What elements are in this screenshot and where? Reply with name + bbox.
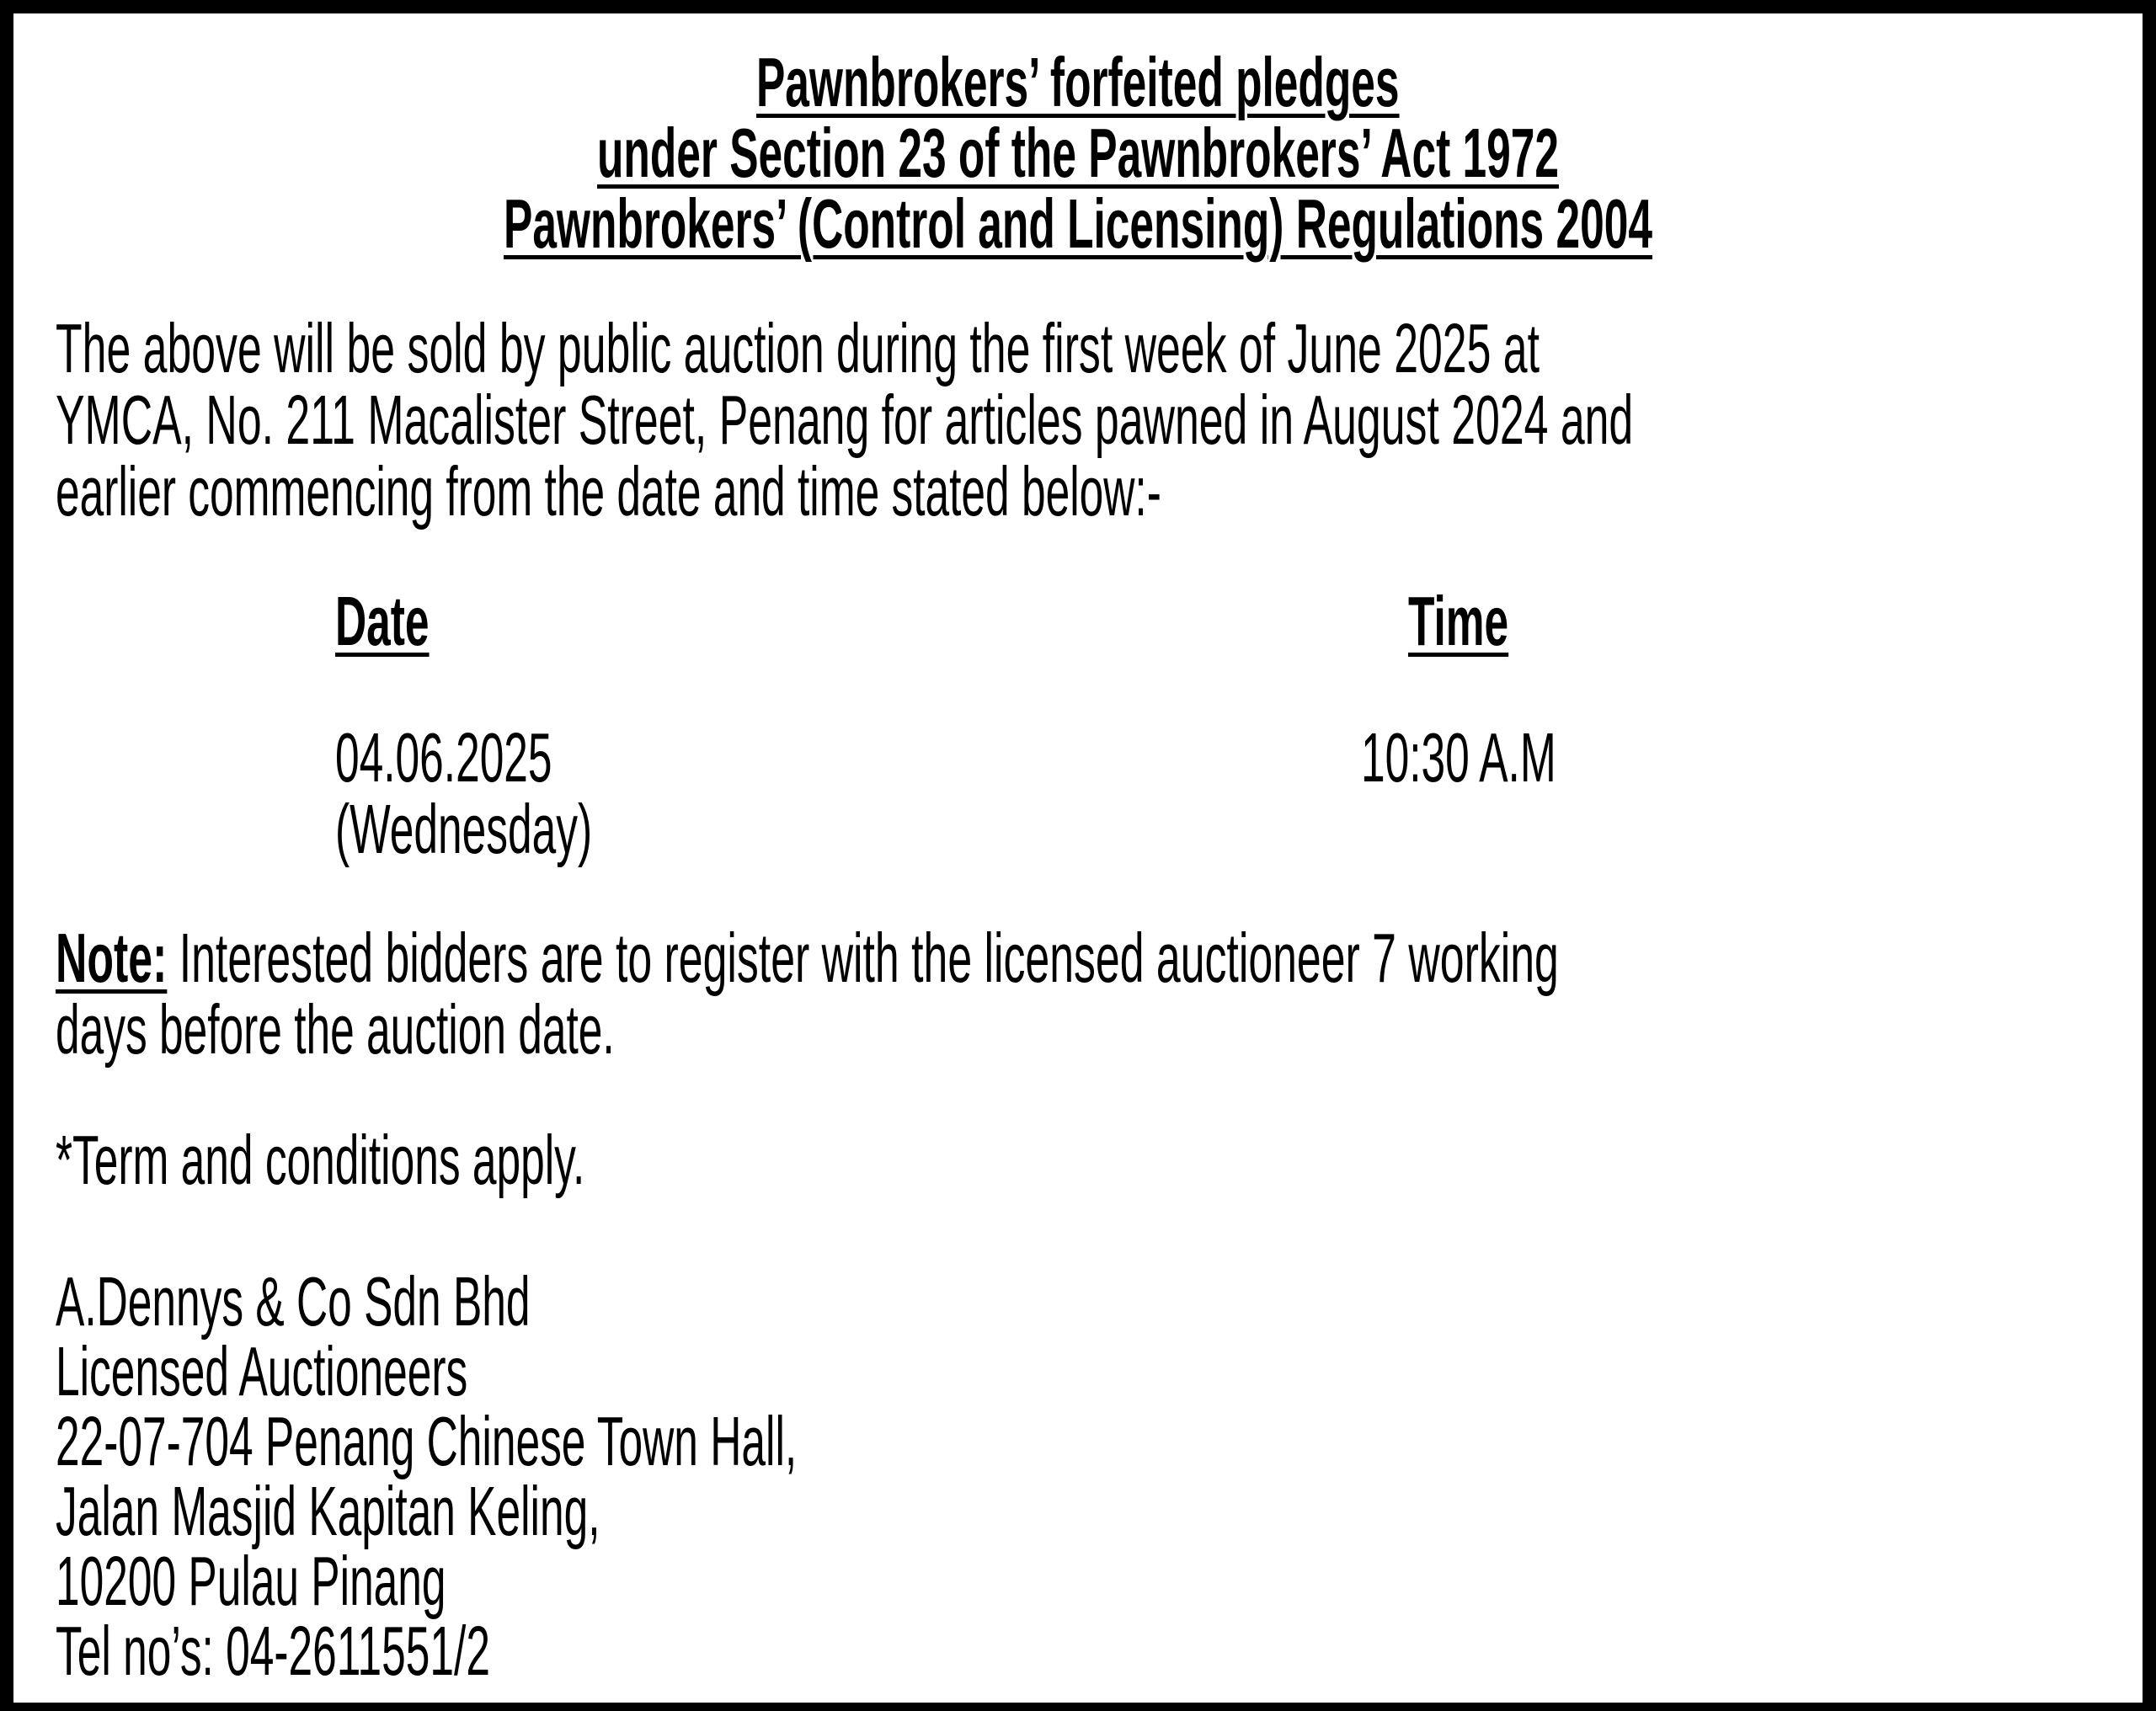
notice-title-line-1: Pawnbrokers’ forfeited pledges: [756, 43, 1400, 121]
intro-line-2: YMCA, No. 211 Macalister Street, Penang for articles pawned in August 2024 and: [56, 381, 1634, 459]
auctioneer-title: Licensed Auctioneers: [56, 1332, 468, 1410]
auction-date: 04.06.2025: [335, 718, 552, 797]
note-line-2: days before the auction date.: [56, 990, 615, 1069]
notice-title-line-2: under Section 23 of the Pawnbrokers’ Act 1972: [596, 114, 1560, 192]
note-label: Note:: [56, 919, 168, 997]
address-line-2: Jalan Masjid Kapitan Keling,: [56, 1472, 600, 1550]
notice-title-line-3: Pawnbrokers’ (Control and Licensing) Regulations 2004: [504, 184, 1652, 263]
time-column-header: Time: [1408, 582, 1509, 660]
date-column-header: Date: [335, 582, 430, 660]
auction-day: (Wednesday): [335, 790, 593, 868]
note-line-1: [56, 919, 2156, 997]
address-line-3: 10200 Pulau Pinang: [56, 1542, 446, 1620]
terms-text: *Term and conditions apply.: [56, 1121, 585, 1199]
auctioneer-name: A.Dennys & Co Sdn Bhd: [56, 1262, 531, 1341]
note-text: Interested bidders are to register with the licensed auctioneer 7 working: [179, 919, 1559, 997]
auction-time: 10:30 A.M: [1361, 718, 1556, 797]
intro-line-1: The above will be sold by public auction during the first week of June 2025 at: [56, 309, 1540, 387]
address-line-1: 22-07-704 Penang Chinese Town Hall,: [56, 1402, 798, 1480]
intro-line-3: earlier commencing from the date and time stated below:-: [56, 452, 1161, 530]
phone-number: Tel no’s: 04-2611551/2: [56, 1612, 490, 1690]
